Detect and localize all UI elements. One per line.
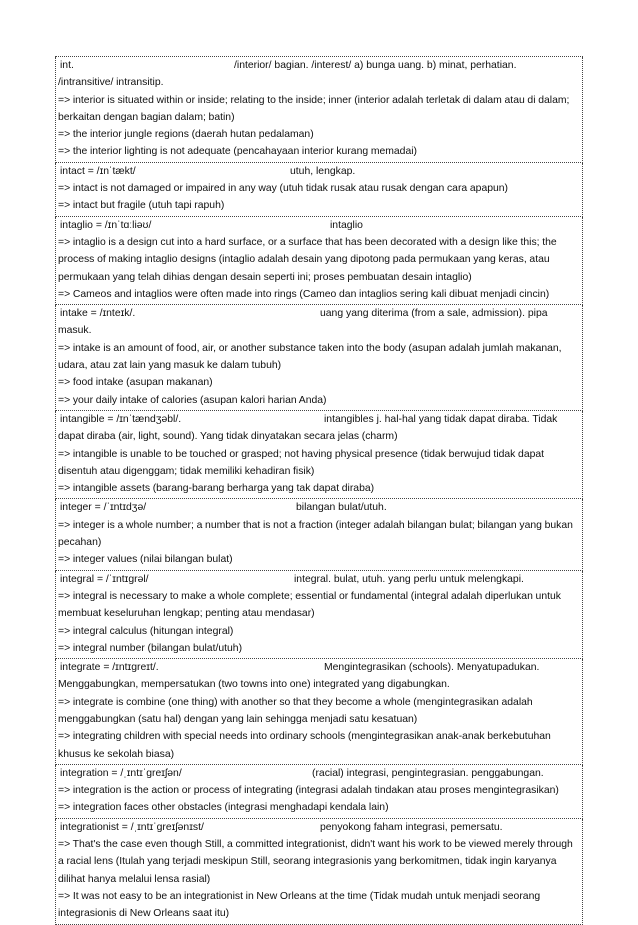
translation: /interior/ bagian. /interest/ a) bunga uang. b) minat, perhatian.: [234, 60, 517, 71]
translation: Mengintegrasikan (schools). Menyatupadukan.: [324, 662, 540, 674]
headword: integration = /ˌɪntɪˈɡreɪʃən/: [60, 767, 182, 779]
translation: (racial) integrasi, pengintegrasian. penggabungan.: [312, 767, 544, 779]
translation: penyokong faham integrasi, pemersatu.: [320, 821, 503, 833]
headword: intake = /ɪnteɪk/.: [60, 308, 136, 320]
entry-header: [58, 765, 580, 782]
entry-header: [58, 411, 580, 428]
definition-line: => integral is necessary to make a whole complete; essential or fundamental (integral adalah diperlukan untuk membuat keseluruhan lengkap; penting atau mendasar): [58, 590, 561, 620]
translation: bilangan bulat/utuh.: [296, 502, 387, 514]
entry-header: [58, 57, 580, 74]
definition-line: => intake is an amount of food, air, or another substance taken into the body (asupan adalah jumlah makanan, udara, atau zat lain yang masuk ke dalam tubuh): [58, 342, 562, 372]
entry-header: [58, 819, 580, 836]
example-line: => integration faces other obstacles (integrasi menghadapi kendala lain): [58, 802, 389, 814]
example-line: => food intake (asupan makanan): [58, 377, 213, 389]
entry-integrationist: [55, 819, 583, 925]
headword: integral = /ˈɪntɪɡrəl/: [60, 573, 149, 585]
definition-line: => intaglio is a design cut into a hard surface, or a surface that has been decorated with a design like this; the process of making intaglio designs (intaglio adalah desain yang dipotong pada permukaan yang keras, atau permukaan yang telah dihias dengan desain seperti ini; proses pembuatan desain intaglio): [58, 236, 557, 283]
entry-integration: [55, 765, 583, 819]
example-line: => the interior jungle regions (daerah hutan pedalaman): [58, 129, 314, 141]
continuation: /intransitive/ intransitip.: [58, 77, 164, 89]
headword: integrate = /ɪntɪɡreɪt/.: [60, 662, 159, 674]
entry-header: [58, 499, 580, 516]
dictionary-page: [55, 56, 583, 925]
entry-integral: [55, 571, 583, 659]
entry-header: [58, 571, 580, 588]
example-line: => It was not easy to be an integrationist in New Orleans at the time (Tidak mudah untuk menjadi seorang integrasionis di New Orleans saat itu): [58, 890, 541, 920]
entry-header: [58, 163, 580, 180]
entry-integrate: [55, 659, 583, 765]
example-line: => your daily intake of calories (asupan kalori harian Anda): [58, 394, 327, 406]
definition-line: => integration is the action or process of integrating (integrasi adalah tindakan atau proses mengintegrasikan): [58, 785, 559, 797]
continuation: dapat diraba (air, light, sound). Yang tidak dinyatakan secara jelas (charm): [58, 431, 398, 443]
example-line: => integral calculus (hitungan integral): [58, 625, 234, 637]
entry-header: [58, 305, 580, 322]
entry-integer: [55, 499, 583, 570]
continuation: Menggabungkan, mempersatukan (two towns into one) integrated yang digabungkan.: [58, 679, 450, 691]
continuation: masuk.: [58, 325, 92, 337]
headword: intaglio = /ɪnˈtɑːliəʊ/: [60, 219, 152, 231]
example-line: => integral number (bilangan bulat/utuh): [58, 642, 243, 654]
example-line: => intact but fragile (utuh tapi rapuh): [58, 200, 225, 212]
definition-line: => integer is a whole number; a number that is not a fraction (integer adalah bilangan bulat; bilangan yang bukan pecahan): [58, 519, 573, 549]
translation: integral. bulat, utuh. yang perlu untuk melengkapi.: [294, 573, 524, 585]
translation: uang yang diterima (from a sale, admission). pipa: [320, 308, 548, 320]
translation: intaglio: [330, 219, 363, 231]
entry-intaglio: [55, 217, 583, 305]
entry-int: [55, 57, 583, 163]
example-line: => integer values (nilai bilangan bulat): [58, 554, 233, 566]
headword: integrationist = /ˌɪntɪˈɡreɪʃənɪst/: [60, 821, 204, 833]
example-line: => the interior lighting is not adequate (pencahayaan interior kurang memadai): [58, 146, 418, 158]
definition-line: => integrate is combine (one thing) with another so that they become a whole (mengintegrasikan adalah menggabungkan (satu hal) dengan yang lain sehingga menjadi satu kesatuan): [58, 696, 533, 725]
definition-line: => intangible is unable to be touched or grasped; not having physical presence (tidak berwujud tidak dapat disentuh atau digenggam; tidak memiliki kehadiran fisik): [58, 448, 545, 477]
example-line: => intangible assets (barang-barang berharga yang tak dapat diraba): [58, 483, 375, 495]
example-line: => integrating children with special needs into ordinary schools (mengintegrasikan anak-anak berkebutuhan khusus ke sekolah biasa): [58, 731, 551, 760]
headword: int.: [60, 60, 74, 71]
entry-header: [58, 217, 580, 234]
translation: intangibles j. hal-hal yang tidak dapat diraba. Tidak: [324, 413, 558, 425]
entry-intangible: [55, 411, 583, 499]
definition-line: => interior is situated within or inside; relating to the inside; inner (interior adalah terletak di dalam atau di dalam; berkaitan dengan bagian dalam; batin): [58, 94, 570, 123]
example-line: => That's the case even though Still, a committed integrationist, didn't want his work to be viewed merely through a racial lens (Itulah yang terjadi meskipun Still, seorang integrasionis yang berkomitmen, tidak ingin karyanya dilihat hanya melalui lensa rasial): [58, 839, 573, 885]
headword: intangible = /ɪnˈtændʒəbl/.: [60, 413, 182, 425]
translation: utuh, lengkap.: [290, 165, 356, 177]
entry-intact: [55, 163, 583, 217]
entry-header: [58, 659, 580, 676]
entry-intake: [55, 305, 583, 411]
definition-line: => intact is not damaged or impaired in any way (utuh tidak rusak atau rusak dengan cara apapun): [58, 183, 509, 195]
example-line: => Cameos and intaglios were often made into rings (Cameo dan intaglios sering kali dibuat menjadi cincin): [58, 288, 550, 300]
headword: intact = /ɪnˈtækt/: [60, 165, 136, 177]
headword: integer = /ˈɪntɪdʒə/: [60, 502, 147, 514]
